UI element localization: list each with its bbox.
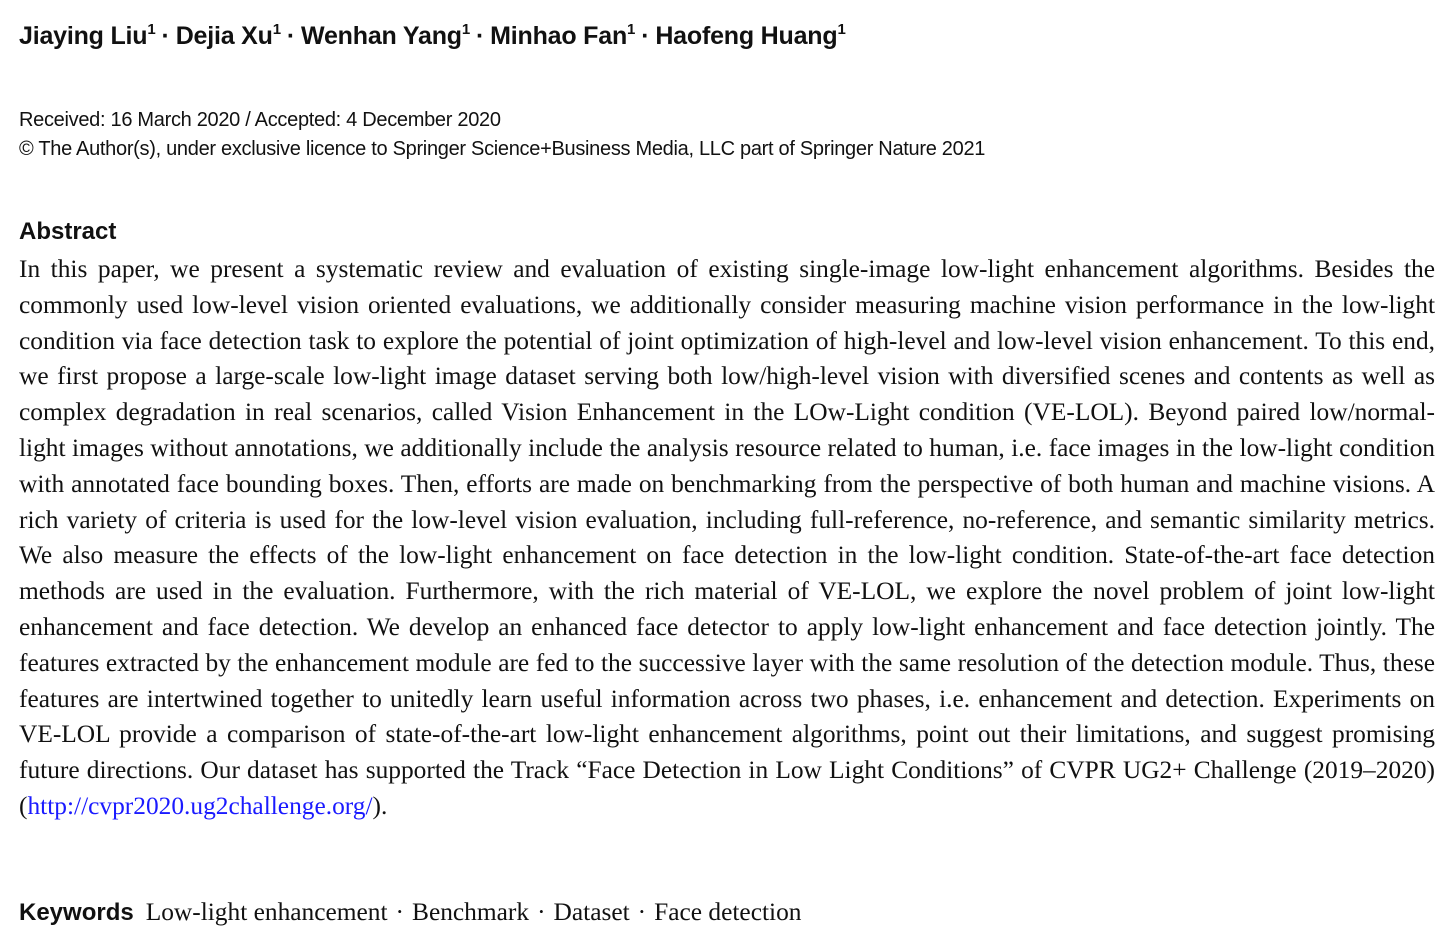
abstract-heading: Abstract <box>19 218 117 245</box>
received-accepted-dates: Received: 16 March 2020 / Accepted: 4 December 2020 <box>19 109 501 131</box>
author-list <box>19 18 846 54</box>
author: Dejia Xu$^1$ <box>175 21 281 50</box>
affiliation-marker: 1 <box>147 21 156 38</box>
author-separator: · <box>161 22 170 50</box>
author: Wenhan Yang$^1$ <box>301 21 470 50</box>
keyword: Low-light enhancement <box>145 898 388 926</box>
author-separator: · <box>476 22 485 50</box>
keywords-line <box>19 894 801 934</box>
author: Jiaying Liu$^1$ <box>19 21 156 50</box>
affiliation-marker: 1 <box>627 21 636 38</box>
publication-meta <box>19 106 985 164</box>
keyword: Benchmark <box>412 898 530 926</box>
keyword: Face detection <box>654 898 802 926</box>
keyword: Dataset <box>553 898 630 926</box>
author: Haofeng Huang$^1$ <box>655 21 846 50</box>
affiliation-marker: 1 <box>272 21 281 38</box>
author-separator: · <box>641 22 650 50</box>
abstract-text-end: ). <box>372 791 388 820</box>
abstract-text <box>19 252 1435 825</box>
challenge-link[interactable]: http://cvpr2020.ug2challenge.org/ <box>27 791 373 820</box>
keyword-separator: · <box>395 898 405 926</box>
keyword-separator: · <box>637 898 647 926</box>
author: Minhao Fan$^1$ <box>490 21 636 50</box>
affiliation-marker: 1 <box>461 21 470 38</box>
affiliation-marker: 1 <box>837 21 846 38</box>
copyright-notice: © The Author(s), under exclusive licence to Springer Science+Business Media, LLC part of Springer Nature 2021 <box>19 138 986 160</box>
keyword-separator: · <box>537 898 546 926</box>
author-separator: · <box>286 22 296 50</box>
keywords-label: Keywords <box>19 899 134 926</box>
abstract-text-main: In this paper, we present a systematic review and evaluation of existing single-image low-light enhancement algorithms. Besides the commonly used low-level vision oriented evaluations, we additionally consider measuring machine vision performance in the low-light condition via face detection task to explore the potential of joint optimization of high-level and low-level vision enhancement. To this end, we first propose a large-scale low-light image dataset serving both low/high-level vision with diversified scenes and contents as well as complex degradation in real scenarios, called Vision Enhancement in the LOw-Light condition (VE-LOL). Beyond paired low/normal-light images without annotations, we additionally include the analysis resource related to human, i.e. face images in the low-light condition with annotated face bounding boxes. Then, efforts are made on benchmarking from the perspective of both human and machine visions. A rich variety of criteria is used for the low-level vision evaluation, including full-reference, no-reference, and semantic similarity metrics. We also measure the effects of the low-light enhancement on face detection in the low-light condition. State-of-the-art face detection methods are used in the evaluation. Furthermore, with the rich material of VE-LOL, we explore the novel problem of joint low-light enhancement and face detection. We develop an enhanced face detector to apply low-light enhancement and face detection jointly. The features extracted by the enhancement module are fed to the successive layer with the same resolution of the detection module. Thus, these features are intertwined together to unitedly learn useful information across two phases, i.e. enhancement and detection. Experiments on VE-LOL provide a comparison of state-of-the-art low-light enhancement algorithms, point out their limitations, and suggest promising future directions. Our dataset has supported the Track “Face Detection in Low Light Conditions” of CVPR UG2+ Challenge (2019–2020) ( <box>19 255 1435 820</box>
